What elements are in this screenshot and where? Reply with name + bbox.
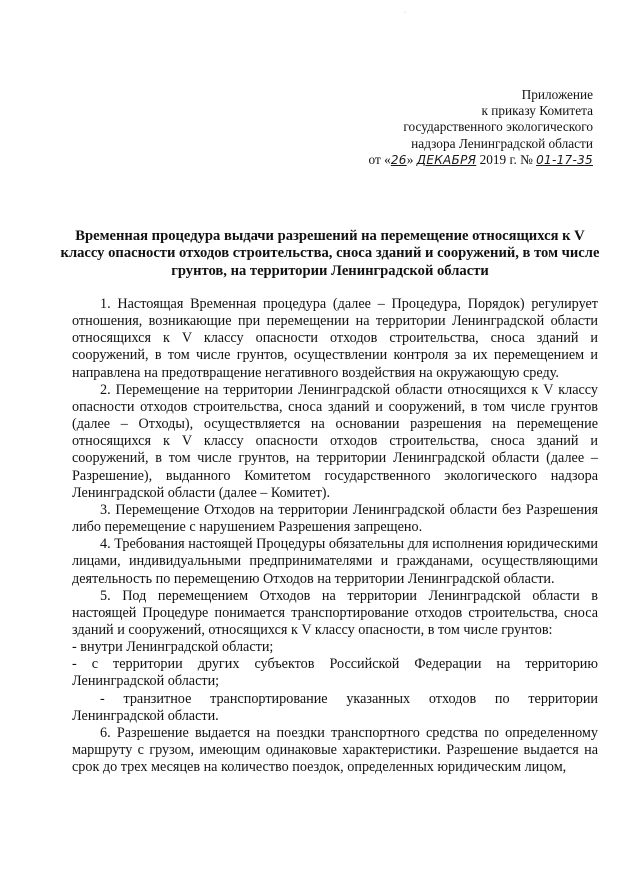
- order-date-line: [369, 152, 593, 168]
- date-day-handwritten: 26: [390, 152, 407, 167]
- appendix-line-2: к приказу Комитета: [481, 103, 593, 119]
- date-month-handwritten: ДЕКАБРЯ: [416, 152, 477, 167]
- paragraph-1: 1. Настоящая Временная процедура (далее – Процедура, Порядок) регулирует отношения, возникающие при перемещении на территории Ленинградской области относящихся к V классу опасности отходов строительства, сноса зданий и сооружений, в том числе грунтов, осуществлении контроля за их перемещением и направлена на предотвращение негативного воздействия на окружающую среду.: [72, 296, 598, 381]
- list-item-2: - с территории других субъектов Российской Федерации на территорию Ленинградской области;: [72, 656, 598, 690]
- appendix-line-3: государственного экологического: [403, 119, 593, 135]
- appendix-header: [369, 87, 593, 168]
- paragraph-6: 6. Разрешение выдается на поездки транспортного средства по определенному маршруту с грузом, имеющим одинаковые характеристики. Разрешение выдается на срок до трех месяцев на количество поездок, определенных юридическим лицом,: [72, 724, 598, 776]
- paragraph-4: 4. Требования настоящей Процедуры обязательны для исполнения юридическими лицами, индивидуальными предпринимателями и гражданами, осуществляющими деятельность по перемещению Отходов на территории Ленинградской области.: [72, 536, 598, 587]
- appendix-line-1: Приложение: [521, 87, 593, 102]
- document-title: Временная процедура выдачи разрешений на перемещение относящихся к V классу опасности отходов строительства, сноса зданий и сооружений, в том числе грунтов, на территории Ленинградской области: [60, 228, 600, 279]
- date-mid: »: [406, 151, 417, 167]
- document-body: [72, 296, 598, 776]
- paragraph-5: 5. Под перемещением Отходов на территории Ленинградской области в настоящей Процедуре понимается транспортирование отходов строительства, сноса зданий и сооружений, относящихся к V классу опасности, в том числе грунтов:: [72, 587, 598, 638]
- date-prefix: от «: [368, 151, 391, 167]
- paragraph-2: 2. Перемещение на территории Ленинградской области относящихся к V классу опасности отходов строительства, сноса зданий и сооружений, в том числе грунтов (далее – Отходы), осуществляется на основании разрешения на перемещение относящихся к V классу опасности отходов строительства, сноса зданий и сооружений, в том числе грунтов, на территории Ленинградской области (далее – Разрешение), выданного Комитетом государственного экологического надзора Ленинградской области (далее – Комитет).: [72, 381, 598, 501]
- list-item-3: - транзитное транспортирование указанных отходов по территории Ленинградской области.: [72, 690, 598, 724]
- paragraph-3: 3. Перемещение Отходов на территории Ленинградской области без Разрешения либо перемещение с нарушением Разрешения запрещено.: [72, 501, 598, 536]
- order-number-handwritten: 01-17-35: [536, 152, 593, 167]
- scan-mark: ·: [404, 10, 406, 16]
- appendix-line-4: надзора Ленинградской области: [411, 135, 593, 151]
- list-item-1: - внутри Ленинградской области;: [72, 639, 274, 656]
- date-year: 2019 г. №: [476, 151, 537, 167]
